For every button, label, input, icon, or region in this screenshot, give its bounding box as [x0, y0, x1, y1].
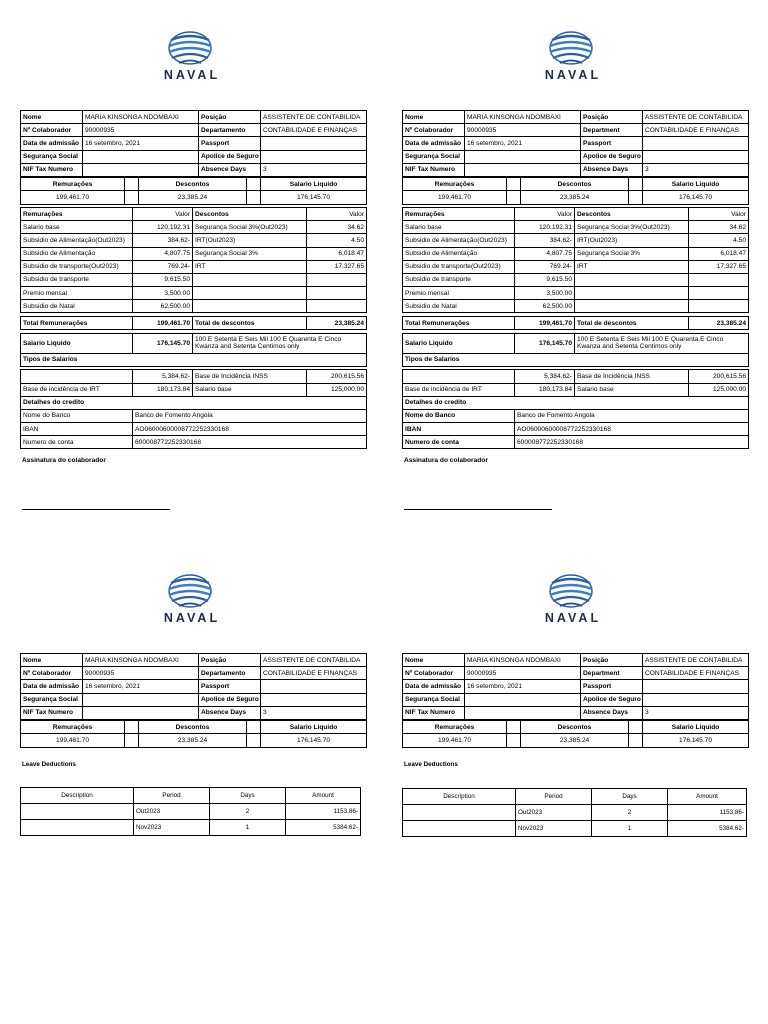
summary-desc-label: Descontos [521, 720, 629, 734]
position-value: ASSISTENTE DE CONTABILIDA [261, 654, 367, 667]
desc-header: Descontos [575, 207, 689, 220]
payslip-top-left [20, 110, 367, 449]
summary-table [402, 177, 749, 205]
passport-value [261, 137, 367, 150]
summary-desc-value: 23,385.24 [521, 191, 629, 205]
iban-label: IBAN [403, 423, 515, 436]
summary-rem-value: 199,461.70 [403, 734, 507, 748]
leave-slip-bottom-left [20, 653, 367, 748]
department-value: CONTABILIDADE E FINANÇAS [643, 124, 749, 137]
col-days: Days [592, 789, 668, 805]
payslip-top-right [402, 110, 749, 449]
net-words: 100 E Setenta E Seis Mil 100 E Quarenta E Cinco Kwanza and Setenta Centimos only [193, 333, 367, 353]
summary-net-label: Salario Liquido [261, 720, 367, 734]
position-label: Posição [199, 111, 261, 124]
inss-label: Base de Incidência INSS [193, 370, 307, 383]
net-label: Salario Liquido [403, 333, 515, 353]
col-period: Period [516, 789, 592, 805]
table-row: Subsidio de Alimentação(Out2023) 384.62- IRT(Out2023) 4.50 [21, 234, 367, 247]
admission-value: 16 setembro, 2021 [83, 680, 199, 693]
table-row: Subsidio de Natal 62,500.00 [403, 300, 749, 313]
summary-net-value: 176,145.70 [261, 191, 367, 205]
nif-label: NIF Tax Numero [403, 163, 465, 176]
rem-header: Remurações [403, 207, 515, 220]
valor-header: Valor [307, 207, 367, 220]
bank-value: Banco de Fomento Angola [515, 409, 749, 422]
name-label: Nome [403, 111, 465, 124]
name-label: Nome [21, 654, 83, 667]
social-security-value [83, 693, 199, 706]
inss-left-value: 5,384.62- [515, 370, 575, 383]
table-row: Nov2023 1 5384.62- [403, 821, 747, 837]
employee-info-table [20, 653, 367, 720]
brand-name: NAVAL [163, 611, 221, 625]
signature-label: Assinatura do colaborador [22, 457, 106, 464]
leave-deductions-table [402, 788, 747, 837]
social-security-label: Segurança Social [21, 150, 83, 163]
admission-label: Data de admissão [403, 680, 465, 693]
employee-no-label: Nº Colaborador [403, 124, 465, 137]
insurance-value [643, 693, 749, 706]
passport-label: Passport [581, 137, 643, 150]
employee-no-label: Nº Colaborador [21, 667, 83, 680]
nif-value [465, 163, 581, 176]
social-security-value [465, 150, 581, 163]
department-value: CONTABILIDADE E FINANÇAS [261, 124, 367, 137]
leave-deductions-title: Leave Deductions [22, 761, 76, 768]
summary-rem-value: 199,461.70 [21, 734, 125, 748]
position-label: Posição [581, 111, 643, 124]
details-table [402, 207, 749, 450]
total-desc-value: 23,385.24 [307, 316, 367, 329]
employee-info-table [402, 110, 749, 177]
col-description: Description [21, 788, 134, 804]
nif-label: NIF Tax Numero [21, 163, 83, 176]
position-label: Posição [581, 654, 643, 667]
absence-label: Absence Days [581, 163, 643, 176]
naval-logo [150, 30, 230, 82]
insurance-label: Apolice de Seguro [581, 693, 643, 706]
employee-no-value: 90000935 [465, 124, 581, 137]
col-amount: Amount [286, 788, 361, 804]
social-security-label: Segurança Social [403, 150, 465, 163]
naval-logo [531, 573, 611, 625]
naval-logo [150, 573, 230, 625]
employee-no-value: 90000935 [83, 667, 199, 680]
summary-desc-label: Descontos [139, 177, 247, 191]
absence-value: 3 [261, 163, 367, 176]
naval-globe-icon [167, 573, 213, 609]
department-value: CONTABILIDADE E FINANÇAS [261, 667, 367, 680]
total-desc-value: 23,385.24 [689, 316, 749, 329]
position-value: ASSISTENTE DE CONTABILIDA [643, 654, 749, 667]
employee-info-table [402, 653, 749, 720]
summary-rem-value: 199,461.70 [21, 191, 125, 205]
name-label: Nome [403, 654, 465, 667]
position-value: ASSISTENTE DE CONTABILIDA [261, 111, 367, 124]
admission-value: 16 setembro, 2021 [465, 137, 581, 150]
leave-deductions-table [20, 787, 361, 836]
iban-value: AO06000600008772252330168 [515, 423, 749, 436]
insurance-value [643, 150, 749, 163]
col-period: Period [134, 788, 210, 804]
valor-header: Valor [133, 207, 193, 220]
bank-value: Banco de Fomento Angola [133, 409, 367, 422]
inss-label: Base de Incidência INSS [575, 370, 689, 383]
naval-globe-icon [167, 30, 213, 66]
table-row: Subsidio de transporte(Out2023) 769.24- IRT 17,327.65 [403, 260, 749, 273]
base-value: 125,000.00 [689, 383, 749, 396]
table-row: Subsidio de transporte(Out2023) 769.24- IRT 17,327.65 [21, 260, 367, 273]
summary-net-value: 176,145.70 [261, 734, 367, 748]
col-description: Description [403, 789, 516, 805]
col-days: Days [210, 788, 286, 804]
net-value: 176,145.70 [515, 333, 575, 353]
table-row: Subsidio de transporte 9,615.50 [403, 273, 749, 286]
nif-label: NIF Tax Numero [21, 706, 83, 719]
insurance-value [261, 693, 367, 706]
naval-globe-icon [548, 30, 594, 66]
summary-net-label: Salario Liquido [261, 177, 367, 191]
nif-value [83, 706, 199, 719]
department-label: Department [581, 124, 643, 137]
inss-value: 200,615.56 [689, 370, 749, 383]
total-rem-label: Total Remunerações [21, 316, 133, 329]
summary-table [20, 177, 367, 205]
leave-slip-bottom-right [402, 653, 749, 748]
brand-name: NAVAL [544, 68, 602, 82]
irt-value: 180,173.84 [133, 383, 193, 396]
total-rem-value: 199,461.70 [133, 316, 193, 329]
table-row: Salario base 120,192.31 Segurança Social 3%(Out2023) 34.62 [403, 221, 749, 234]
department-value: CONTABILIDADE E FINANÇAS [643, 667, 749, 680]
irt-value: 180,173.84 [515, 383, 575, 396]
bank-label: Nome do Banco [403, 409, 515, 422]
table-row: Salario base 120,192.31 Segurança Social 3%(Out2023) 34.62 [21, 221, 367, 234]
signature-line [404, 509, 552, 510]
table-row: Subsidio de Alimentação 4,807.75 Segurança Social 3% 6,018.47 [403, 247, 749, 260]
table-row: Subsidio de transporte 9,615.50 [21, 273, 367, 286]
name-value: MARIA KINSONGA NDOMBAXI [465, 654, 581, 667]
summary-desc-value: 23,385.24 [139, 734, 247, 748]
salary-types-label: Tipos de Salarios [403, 353, 749, 366]
employee-no-value: 90000935 [465, 667, 581, 680]
summary-desc-value: 23,385.24 [139, 191, 247, 205]
passport-label: Passport [199, 680, 261, 693]
bank-label: Nome do Banco [21, 409, 133, 422]
signature-label: Assinatura do colaborador [404, 457, 488, 464]
table-row: Out2023 2 1153.86- [403, 805, 747, 821]
summary-rem-label: Remurações [21, 720, 125, 734]
irt-label: Base de incidência de IRT [21, 383, 133, 396]
summary-net-label: Salario Liquido [643, 177, 749, 191]
absence-value: 3 [261, 706, 367, 719]
passport-value [643, 680, 749, 693]
table-row: Premio mensal 3,500.00 [21, 287, 367, 300]
account-label: Numero de conta [403, 436, 515, 449]
account-value: 600008772252330168 [515, 436, 749, 449]
inss-value: 200,615.56 [307, 370, 367, 383]
account-value: 600008772252330168 [133, 436, 367, 449]
position-value: ASSISTENTE DE CONTABILIDA [643, 111, 749, 124]
admission-label: Data de admissão [403, 137, 465, 150]
net-value: 176,145.70 [133, 333, 193, 353]
desc-header: Descontos [193, 207, 307, 220]
naval-logo [531, 30, 611, 82]
summary-desc-label: Descontos [521, 177, 629, 191]
summary-net-value: 176,145.70 [643, 734, 749, 748]
base-label: Salario base [193, 383, 307, 396]
details-table [20, 207, 367, 450]
total-rem-label: Total Remunerações [403, 316, 515, 329]
employee-no-label: Nº Colaborador [403, 667, 465, 680]
social-security-value [465, 693, 581, 706]
passport-value [643, 137, 749, 150]
brand-name: NAVAL [544, 611, 602, 625]
nif-value [465, 706, 581, 719]
table-row: Nov2023 1 5384.62- [21, 820, 361, 836]
position-label: Posição [199, 654, 261, 667]
summary-desc-value: 23,385.24 [521, 734, 629, 748]
insurance-label: Apolice de Seguro [581, 150, 643, 163]
insurance-label: Apolice de Seguro [199, 693, 261, 706]
credit-label: Detalhes do credito [21, 396, 367, 409]
salary-types-label: Tipos de Salarios [21, 353, 367, 366]
table-row: Premio mensal 3,500.00 [403, 287, 749, 300]
passport-label: Passport [581, 680, 643, 693]
employee-info-table [20, 110, 367, 177]
net-label: Salario Liquido [21, 333, 133, 353]
net-words: 100 E Setenta E Seis Mil 100 E Quarenta E Cinco Kwanza and Setenta Centimos only [575, 333, 749, 353]
insurance-value [261, 150, 367, 163]
brand-name: NAVAL [163, 68, 221, 82]
irt-label: Base de incidência de IRT [403, 383, 515, 396]
iban-value: AO06000600008772252330168 [133, 423, 367, 436]
credit-label: Detalhes do credito [403, 396, 749, 409]
nif-value [83, 163, 199, 176]
summary-desc-label: Descontos [139, 720, 247, 734]
employee-no-label: Nº Colaborador [21, 124, 83, 137]
employee-no-value: 90000935 [83, 124, 199, 137]
summary-table [402, 720, 749, 748]
admission-label: Data de admissão [21, 137, 83, 150]
base-label: Salario base [575, 383, 689, 396]
valor-header: Valor [689, 207, 749, 220]
summary-rem-label: Remurações [403, 177, 507, 191]
table-row: Subsidio de Alimentação(Out2023) 384.62- IRT(Out2023) 4.50 [403, 234, 749, 247]
signature-line [22, 509, 170, 510]
summary-rem-label: Remurações [21, 177, 125, 191]
valor-header: Valor [515, 207, 575, 220]
total-desc-label: Total de descontos [575, 316, 689, 329]
department-label: Departamento [199, 667, 261, 680]
department-label: Departamento [199, 124, 261, 137]
absence-label: Absence Days [581, 706, 643, 719]
absence-label: Absence Days [199, 706, 261, 719]
insurance-label: Apolice de Seguro [199, 150, 261, 163]
social-security-label: Segurança Social [403, 693, 465, 706]
table-row: Out2023 2 1153.86- [21, 804, 361, 820]
iban-label: IBAN [21, 423, 133, 436]
col-amount: Amount [668, 789, 747, 805]
inss-left-value: 5,384.62- [133, 370, 193, 383]
social-security-value [83, 150, 199, 163]
total-rem-value: 199,461.70 [515, 316, 575, 329]
passport-label: Passport [199, 137, 261, 150]
account-label: Numero de conta [21, 436, 133, 449]
nif-label: NIF Tax Numero [403, 706, 465, 719]
summary-rem-value: 199,461.70 [403, 191, 507, 205]
name-value: MARIA KINSONGA NDOMBAXI [83, 654, 199, 667]
summary-net-label: Salario Liquido [643, 720, 749, 734]
absence-label: Absence Days [199, 163, 261, 176]
table-row: Subsidio de Alimentação 4,807.75 Segurança Social 3% 6,018.47 [21, 247, 367, 260]
summary-table [20, 720, 367, 748]
passport-value [261, 680, 367, 693]
name-label: Nome [21, 111, 83, 124]
social-security-label: Segurança Social [21, 693, 83, 706]
summary-net-value: 176,145.70 [643, 191, 749, 205]
department-label: Department [581, 667, 643, 680]
name-value: MARIA KINSONGA NDOMBAXI [465, 111, 581, 124]
admission-value: 16 setembro, 2021 [83, 137, 199, 150]
absence-value: 3 [643, 163, 749, 176]
table-row: Subsidio de Natal 62,500.00 [21, 300, 367, 313]
summary-rem-label: Remurações [403, 720, 507, 734]
leave-deductions-title: Leave Deductions [404, 761, 458, 768]
base-value: 125,000.00 [307, 383, 367, 396]
rem-header: Remurações [21, 207, 133, 220]
naval-globe-icon [548, 573, 594, 609]
name-value: MARIA KINSONGA NDOMBAXI [83, 111, 199, 124]
admission-label: Data de admissão [21, 680, 83, 693]
absence-value: 3 [643, 706, 749, 719]
admission-value: 16 setembro, 2021 [465, 680, 581, 693]
total-desc-label: Total de descontos [193, 316, 307, 329]
